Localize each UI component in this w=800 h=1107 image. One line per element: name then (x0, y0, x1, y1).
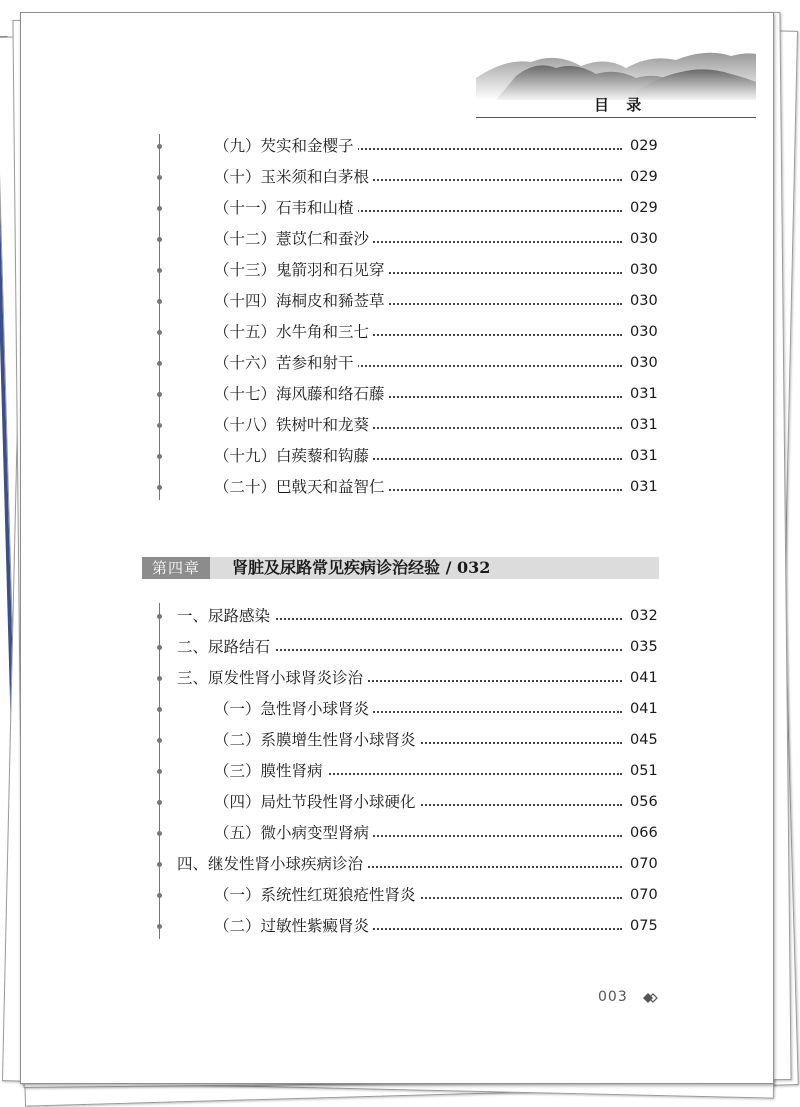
toc-entry-label: （十八）铁树叶和龙葵 (214, 414, 373, 436)
toc-entry[interactable] (0, 290, 680, 312)
toc-entry[interactable] (0, 884, 680, 906)
chapter-title: 肾脏及尿路常见疾病诊治经验 / 032 (232, 558, 491, 577)
toc-entry[interactable] (0, 135, 680, 157)
toc-entry-label: （五）微小病变型肾病 (214, 822, 373, 844)
toc-entry-page: 030 (630, 231, 658, 247)
toc-entry-page: 066 (630, 825, 658, 841)
header-title: 目 录 (594, 96, 648, 114)
toc-entry[interactable] (0, 259, 680, 281)
toc-entry-label: （四）局灶节段性肾小球硬化 (214, 791, 420, 813)
toc-entry[interactable] (0, 166, 680, 188)
toc-entry[interactable] (0, 915, 680, 937)
toc-entry-page: 029 (630, 138, 658, 154)
toc-entry-label: （一）急性肾小球肾炎 (214, 698, 373, 720)
toc-entry[interactable] (0, 822, 680, 844)
toc-entry-page: 030 (630, 324, 658, 340)
toc-entry-label: （十六）苦参和射干 (214, 352, 358, 374)
toc-entry-page: 056 (630, 794, 658, 810)
toc-entry-label: （一）系统性红斑狼疮性肾炎 (214, 884, 420, 906)
toc-entry-page: 075 (630, 918, 658, 934)
toc-entry-page: 070 (630, 856, 658, 872)
toc-entry[interactable] (0, 605, 680, 627)
toc-entry-page: 029 (630, 200, 658, 216)
toc-entry-page: 031 (630, 417, 658, 433)
toc-entry[interactable] (0, 476, 680, 498)
toc-entry-label: 一、尿路感染 (177, 605, 274, 627)
toc-entry[interactable] (0, 636, 680, 658)
toc-entry-label: （十三）鬼箭羽和石见穿 (214, 259, 389, 281)
toc-entry[interactable] (0, 197, 680, 219)
page-number: 003 (598, 989, 628, 1005)
toc-entry[interactable] (0, 321, 680, 343)
toc-entry[interactable] (0, 729, 680, 751)
toc-entry-page: 030 (630, 293, 658, 309)
toc-entry-label: （十）玉米须和白茅根 (214, 166, 373, 188)
toc-entry-label: （十四）海桐皮和豨莶草 (214, 290, 389, 312)
toc-entry[interactable] (0, 667, 680, 689)
toc-entry-page: 031 (630, 448, 658, 464)
toc-entry[interactable] (0, 383, 680, 405)
toc-entry-page: 045 (630, 732, 658, 748)
toc-entry[interactable] (0, 414, 680, 436)
toc-entry-page: 041 (630, 670, 658, 686)
toc-entry-page: 070 (630, 887, 658, 903)
toc-entry-label: （十九）白蒺藜和钩藤 (214, 445, 373, 467)
diamond-ornament-icon (642, 991, 658, 1005)
toc-entry-page: 030 (630, 355, 658, 371)
toc-entry[interactable] (0, 791, 680, 813)
toc-entry[interactable] (0, 352, 680, 374)
toc-entry[interactable] (0, 760, 680, 782)
toc-entry[interactable] (0, 228, 680, 250)
toc-entry[interactable] (0, 853, 680, 875)
chapter-tag: 第四章 (142, 557, 210, 579)
toc-entry-label: 四、继发性肾小球疾病诊治 (177, 853, 367, 875)
toc-entry-label: （九）芡实和金樱子 (214, 135, 358, 157)
toc-entry-label: （二）过敏性紫癜肾炎 (214, 915, 373, 937)
toc-entry-label: （十七）海风藤和络石藤 (214, 383, 389, 405)
toc-entry-page: 029 (630, 169, 658, 185)
toc-entry-label: （二十）巴戟天和益智仁 (214, 476, 389, 498)
toc-entry-label: （二）系膜增生性肾小球肾炎 (214, 729, 420, 751)
toc-entry-page: 035 (630, 639, 658, 655)
toc-entry-label: （十五）水牛角和三七 (214, 321, 373, 343)
toc-entry-page: 041 (630, 701, 658, 717)
toc-entry-label: （十一）石韦和山楂 (214, 197, 358, 219)
toc-entry-label: （三）膜性肾病 (214, 760, 327, 782)
toc-entry-label: 二、尿路结石 (177, 636, 274, 658)
toc-entry-page: 032 (630, 608, 658, 624)
toc-entry-label: 三、原发性肾小球肾炎诊治 (177, 667, 367, 689)
toc-entry-label: （十二）薏苡仁和蚕沙 (214, 228, 373, 250)
header-rule (476, 117, 756, 118)
toc-entry[interactable] (0, 698, 680, 720)
toc-entry-page: 051 (630, 763, 658, 779)
toc-entry-page: 031 (630, 386, 658, 402)
chapter-heading[interactable] (142, 557, 659, 579)
mountain-landscape-decoration (476, 38, 756, 100)
toc-entry-page: 030 (630, 262, 658, 278)
toc-entry[interactable] (0, 445, 680, 467)
toc-entry-page: 031 (630, 479, 658, 495)
